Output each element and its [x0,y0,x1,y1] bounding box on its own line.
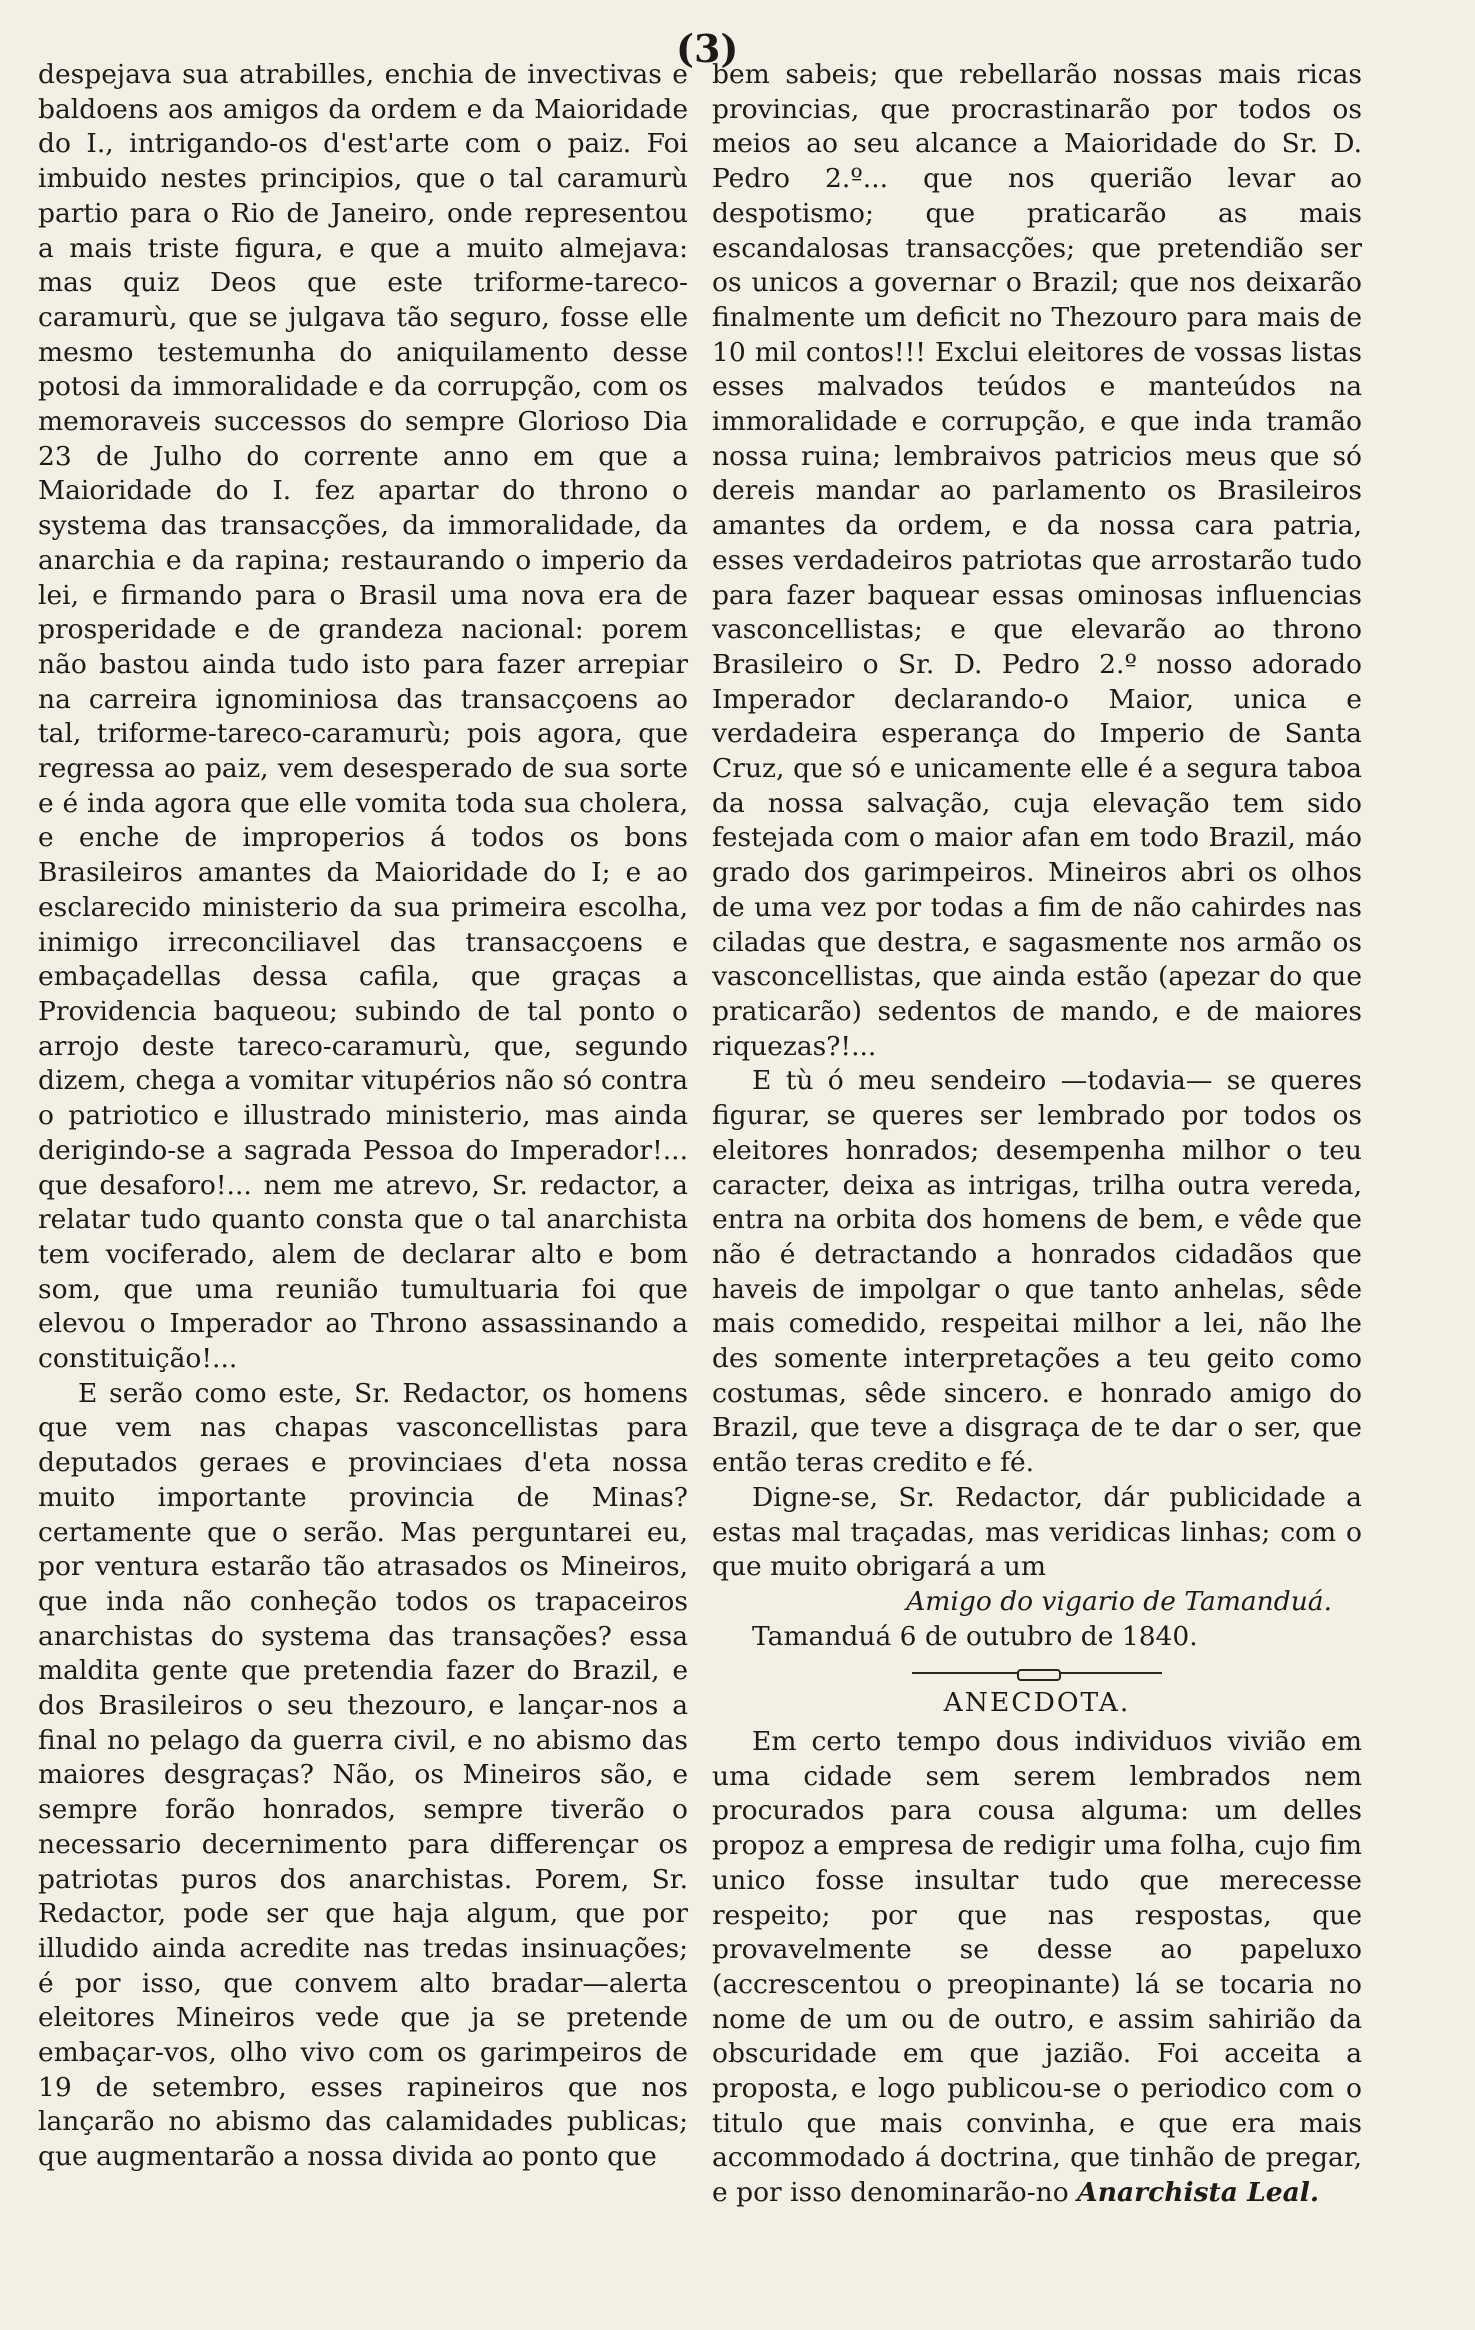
left-column [38,58,688,2175]
right-paragraph-2: E tù ó meu sendeiro —todavia— se queres figurar, se queres ser lembrado por todos os eleitores honrados; desempenha milhor o teu caracter, deixa as intrigas, trilha outra vereda, entra na orbita dos homens de bem, e vêde que não é detractando a honrados cidadãos que haveis de impolgar o que tanto anhelas, sêde mais comedido, respeitai milhor a lei, não lhe des somente interpretações a teu geito como costumas, sêde sincero. e honrado amigo do Brazil, que teve a disgraça de te dar o ser, que então teras credito e fé. [712,1065,1362,1479]
left-paragraph-1: despejava sua atrabilles, enchia de invectivas e baldoens aos amigos da ordem e da Maioridade do I., intrigando-os d'est'arte com o paiz. Foi imbuido nestes principios, que o tal caramurù partio para o Rio de Janeiro, onde representou a mais triste figura, e que a muito almejava: mas quiz Deos que este triforme-tareco-caramurù, que se julgava tão seguro, fosse elle mesmo testemunha do aniquilamento desse potosi da immoralidade e da corrupção, com os memoraveis successos do sempre Glorioso Dia 23 de Julho do corrente anno em que a Maioridade do I. fez apartar do throno o systema das transacções, da immoralidade, da anarchia e da rapina; restaurando o imperio da lei, e firmando para o Brasil uma nova era de prosperidade e de grandeza nacional: porem não bastou ainda tudo isto para fazer arrepiar na carreira ignominiosa das transacçoens ao tal, triforme-tareco-caramurù; pois agora, que regressa ao paiz, vem desesperado de sua sorte e é inda agora que elle vomita toda sua cholera, e enche de improperios á todos os bons Brasileiros amantes da Maioridade do I; e ao esclarecido ministerio da sua primeira escolha, inimigo irreconciliavel das transacçoens e embaçadellas dessa cafila, que graças a Providencia baqueou; subindo de tal ponto o arrojo deste tareco-caramurù, que, segundo dizem, chega a vomitar vitupérios não só contra o patriotico e illustrado ministerio, mas ainda derigindo-se a sagrada Pessoa do Imperador!... que desaforo!... nem me atrevo, Sr. redactor, a relatar tudo quanto consta que o tal anarchista tem vociferado, alem de declarar alto e bom som, que uma reunião tumultuaria foi que elevou o Imperador ao Throno assassinando a constituição!... [38,59,688,1375]
signature: Amigo do vigario de Tamanduá. [906,1585,1332,1617]
right-column [712,58,1362,2211]
dateline: Tamanduá 6 de outubro de 1840. [752,1620,1198,1652]
left-paragraph-2: E serão como este, Sr. Redactor, os homens que vem nas chapas vasconcellistas para deputados geraes e provinciaes d'eta nossa muito importante provincia de Minas? certamente que o serão. Mas perguntarei eu, por ventura estarão tão atrasados os Mineiros, que inda não conheção todos os trapaceiros anarchistas do systema das transações? essa maldita gente que pretendia fazer do Brazil, e dos Brasileiros o seu thezouro, e lançar-nos a final no pelago da guerra civil, e no abismo das maiores desgraças? Não, os Mineiros são, e sempre forão honrados, sempre tiverão o necessario decernimento para differençar os patriotas puros dos anarchistas. Porem, Sr. Redactor, pode ser que haja algum, que por illudido ainda acredite nas tredas insinuações; é por isso, que convem alto bradar—alerta eleitores Mineiros vede que ja se pretende embaçar-vos, olho vivo com os garimpeiros de 19 de setembro, esses rapineiros que nos lançarão no abismo das calamidades publicas; que augmentarão a nossa divida ao ponto que [38,1377,688,2173]
anecdote-text: Em certo tempo dous individuos vivião em uma cidade sem serem lembrados nem procurados para cousa alguma: um delles propoz a empresa de redigir uma folha, cujo fim unico fosse insultar tudo que merecesse respeito; por que nas respostas, que provavelmente se desse ao papeluxo (accrescentou o preopinante) lá se tocaria no nome de um ou de outro, e assim sahirião da obscuridade em que jazião. Foi acceita a proposta, e logo publicou-se o periodico com o titulo que mais convinha, e que era mais accommodado á doctrina, que tinhão de pregar, e por isso denominarão-no [712,1726,1362,2209]
anecdote-title: ANECDOTA. [943,1687,1131,1719]
right-paragraph-1: bem sabeis; que rebellarão nossas mais ricas provincias, que procrastinarão por todos os meios ao seu alcance a Maioridade do Sr. D. Pedro 2.º... que nos querião levar ao despotismo; que praticarão as mais escandalosas transacções; que pretendião ser os unicos a governar o Brazil; que nos deixarão finalmente um deficit no Thezouro para mais de 10 mil contos!!! Exclui eleitores de vossas listas esses malvados teúdos e manteúdos na immoralidade e corrupção, e que inda tramão nossa ruina; lembraivos patricios meus que só dereis mandar ao parlamento os Brasileiros amantes da ordem, e da nossa cara patria, esses verdadeiros patriotas que arrostarão tudo para fazer baquear essas ominosas influencias vasconcellistas; e que elevarão ao throno Brasileiro o Sr. D. Pedro 2.º nosso adorado Imperador declarando-o Maior, unica e verdadeira esperança do Imperio de Santa Cruz, que só e unicamente elle é a segura taboa da nossa salvação, cuja elevação tem sido festejada com o maior afan em todo Brazil, máo grado dos garimpeiros. Mineiros abri os olhos de uma vez por todas a fim de não cahirdes nas ciladas que destra, e sagasmente nos armão os vasconcellistas, que ainda estão (apezar do que praticarão) sedentos de mando, e de maiores riquezas?!... [712,59,1362,1062]
anecdote-body [712,1725,1362,2211]
page-number: (3) [676,26,739,71]
anecdote-end: Anarchista Leal. [1077,2177,1320,2209]
right-paragraph-3: Digne-se, Sr. Redactor, dár publicidade a estas mal traçadas, mas veridicas linhas; com o que muito obrigará a um [712,1481,1362,1583]
ornamental-divider [912,1668,1162,1678]
